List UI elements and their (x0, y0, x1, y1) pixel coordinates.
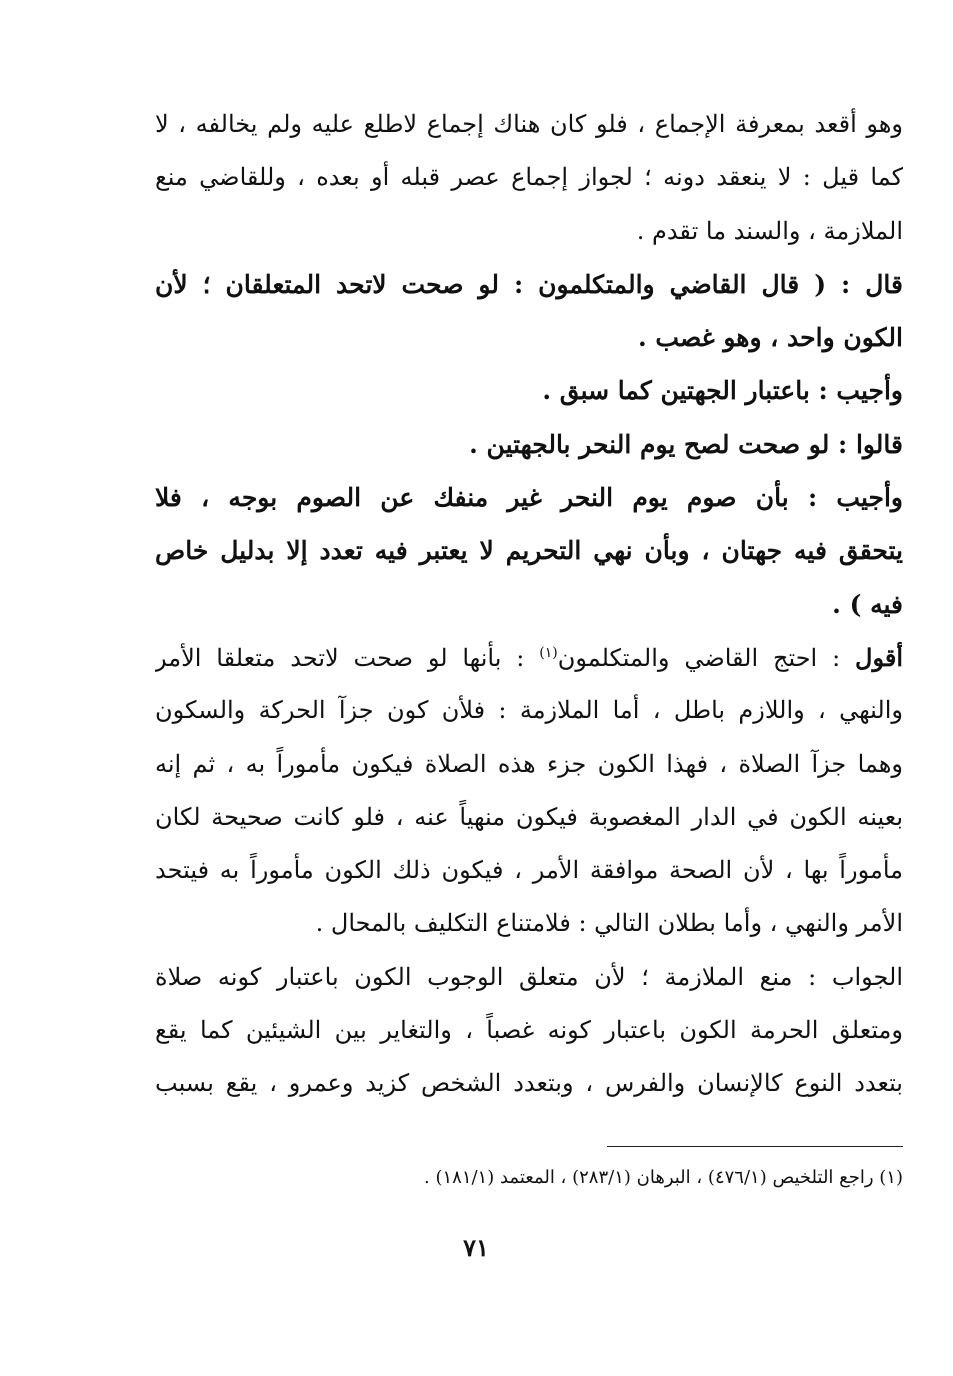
quoted-text-line: قالوا : لو صحت لصح يوم النحر بالجهتين . (469, 429, 903, 459)
commentary-line-start: احتج القاضي والمتكلمون (557, 643, 818, 672)
quoted-text-line: يتحقق فيه جهتان ، وبأن نهي التحريم لا يعتبر فيه تعدد إلا بدليل خاص (155, 536, 903, 566)
quoted-text-line: فيه ) . (832, 589, 903, 619)
footnote-reference[interactable]: (١) (539, 644, 558, 661)
quoted-text-line: قال : ( قال القاضي والمتكلمون : لو صحت لاتحد المتعلقان ؛ لأن (155, 269, 903, 299)
page-number: ٧١ (463, 1233, 489, 1262)
footnote: (١) راجع التلخيص (٤٧٦/١) ، البرهان (٢٨٣/١) ، المعتمد (١٨١/١) . (424, 1167, 903, 1188)
page-body-text (155, 98, 903, 1111)
text-line: الأمر والنهي ، وأما بطلان التالي : فلامتناع التكليف بالمحال . (315, 909, 903, 938)
text-line: بتعدد النوع كالإنسان والفرس ، وبتعدد الشخص كزيد وعمرو ، يقع بسبب (155, 1069, 903, 1098)
text-line: وهو أقعد بمعرفة الإجماع ، فلو كان هناك إجماع لاطلع عليه ولم يخالفه ، لا (155, 110, 903, 138)
text-line: بعينه الكون في الدار المغصوبة فيكون منهياً عنه ، فلو كانت صحيحة لكان (155, 802, 903, 831)
quoted-text-line: وأجيب : بأن صوم يوم النحر غير منفك عن الصوم بوجه ، فلا (155, 483, 903, 513)
text-line: الجواب : منع الملازمة ؛ لأن متعلق الوجوب الكون باعتبار كونه صلاة (155, 962, 903, 991)
aqulu-label: أقول (855, 642, 903, 672)
text-line: وهما جزآ الصلاة ، فهذا الكون جزء هذه الصلاة فيكون مأموراً به ، ثم إنه (155, 749, 903, 778)
quoted-text-line: الكون واحد ، وهو غصب . (637, 323, 903, 353)
text-line: كما قيل : لا ينعقد دونه ؛ لجواز إجماع عصر قبله أو بعده ، وللقاضي منع (155, 163, 903, 192)
footnote-separator (607, 1146, 903, 1147)
commentary-line-end: : بأنها لو صحت لاتحد متعلقا الأمر (155, 643, 525, 672)
text-line: مأموراً بها ، لأن الصحة موافقة الأمر ، فيكون ذلك الكون مأموراً به فيتحد (155, 856, 903, 885)
commentary-first-line (155, 631, 903, 684)
quoted-text-line: وأجيب : باعتبار الجهتين كما سبق . (542, 376, 903, 406)
aqulu-separator: : (817, 643, 856, 672)
text-line: ومتعلق الحرمة الكون باعتبار كونه غصباً ، والتغاير بين الشيئين كما يقع (155, 1016, 903, 1045)
text-line: الملازمة ، والسند ما تقدم . (636, 216, 903, 245)
text-line: والنهي ، واللازم باطل ، أما الملازمة : فلأن كون جزآ الحركة والسكون (155, 696, 903, 725)
